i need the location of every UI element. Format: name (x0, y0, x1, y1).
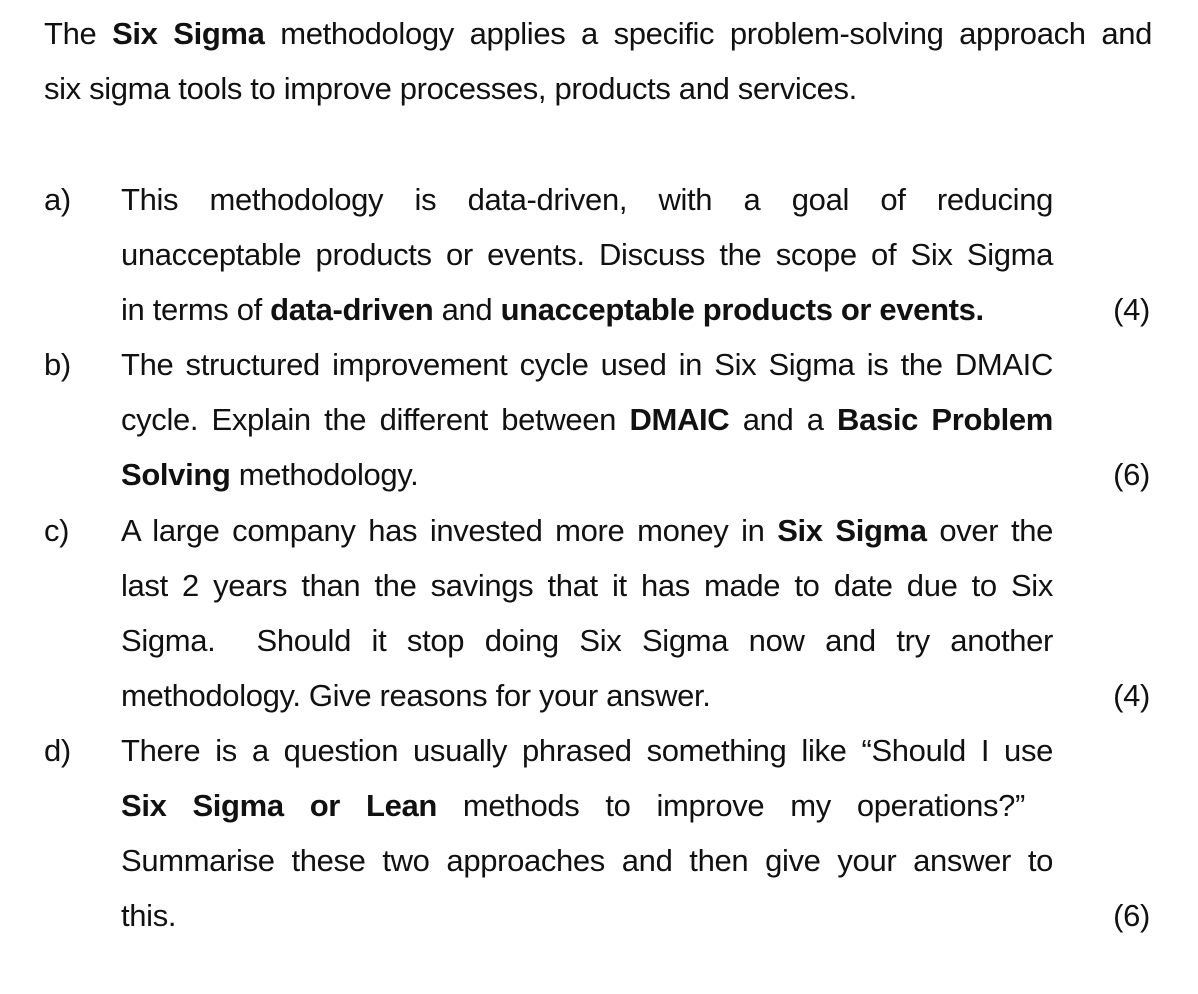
question-d-line-1: There is a question usually phrased something like “Should I use (121, 733, 1053, 768)
question-a-line-1: This methodology is data-driven, with a goal of reducing (121, 182, 1053, 217)
question-a-line-3 (121, 290, 984, 330)
qc-text-a: A large company has invested more money in (121, 513, 778, 548)
qb-bold-dmaic: DMAIC (629, 402, 730, 437)
intro-line-1 (44, 14, 1152, 54)
question-d-line-4: this. (121, 898, 177, 933)
question-a-marks: (4) (1113, 292, 1150, 327)
qc-text-c: over the (926, 513, 1053, 548)
question-b-line-1: The structured improvement cycle used in Six Sigma is the DMAIC (121, 347, 1053, 382)
question-a-label: a) (44, 182, 71, 217)
intro-text-a: The (44, 16, 113, 51)
question-b-marks: (6) (1113, 457, 1150, 492)
question-d-marks: (6) (1113, 898, 1150, 933)
intro-text-2: six sigma tools to improve processes, products and services. (44, 71, 857, 106)
intro-text-c: methodology applies a specific problem-solving approach and (264, 16, 1152, 51)
question-a-line-2: unacceptable products or events. Discuss the scope of Six Sigma (121, 237, 1053, 272)
question-c-line-3: Sigma. Should it stop doing Six Sigma now and try another (121, 623, 1053, 658)
qa-bold-data-driven: data-driven (270, 292, 434, 327)
intro-bold-six-sigma: Six Sigma (112, 16, 265, 51)
qb-text-c: and a (729, 402, 838, 437)
question-c-line-4: methodology. Give reasons for your answer. (121, 678, 711, 713)
qd-bold-six-sigma-lean: Six Sigma or Lean (121, 788, 437, 823)
question-d-label: d) (44, 733, 71, 768)
qb-text-a: cycle. Explain the different between (121, 402, 630, 437)
question-b-line-2 (121, 400, 1053, 440)
qd-text-b: methods to improve my operations?” (436, 788, 1025, 823)
intro-line-2 (44, 69, 857, 109)
question-b-line-3 (121, 455, 418, 495)
qb-bold-basic-problem: Basic Problem (837, 402, 1053, 437)
qa-text-and: and (433, 292, 501, 327)
qb-text-methodology: methodology. (230, 457, 419, 492)
question-d-line-2 (121, 786, 1025, 826)
qa-text: in terms of (121, 292, 271, 327)
question-c-marks: (4) (1113, 678, 1150, 713)
question-c-line-1 (121, 511, 1053, 551)
qb-bold-solving: Solving (121, 457, 231, 492)
question-d-line-3: Summarise these two approaches and then give your answer to (121, 843, 1053, 878)
question-c-label: c) (44, 513, 70, 548)
qa-bold-unacceptable: unacceptable products or events. (500, 292, 984, 327)
qc-bold-six-sigma: Six Sigma (777, 513, 927, 548)
question-b-label: b) (44, 347, 71, 382)
question-c-line-2: last 2 years than the savings that it has made to date due to Six (121, 568, 1053, 603)
